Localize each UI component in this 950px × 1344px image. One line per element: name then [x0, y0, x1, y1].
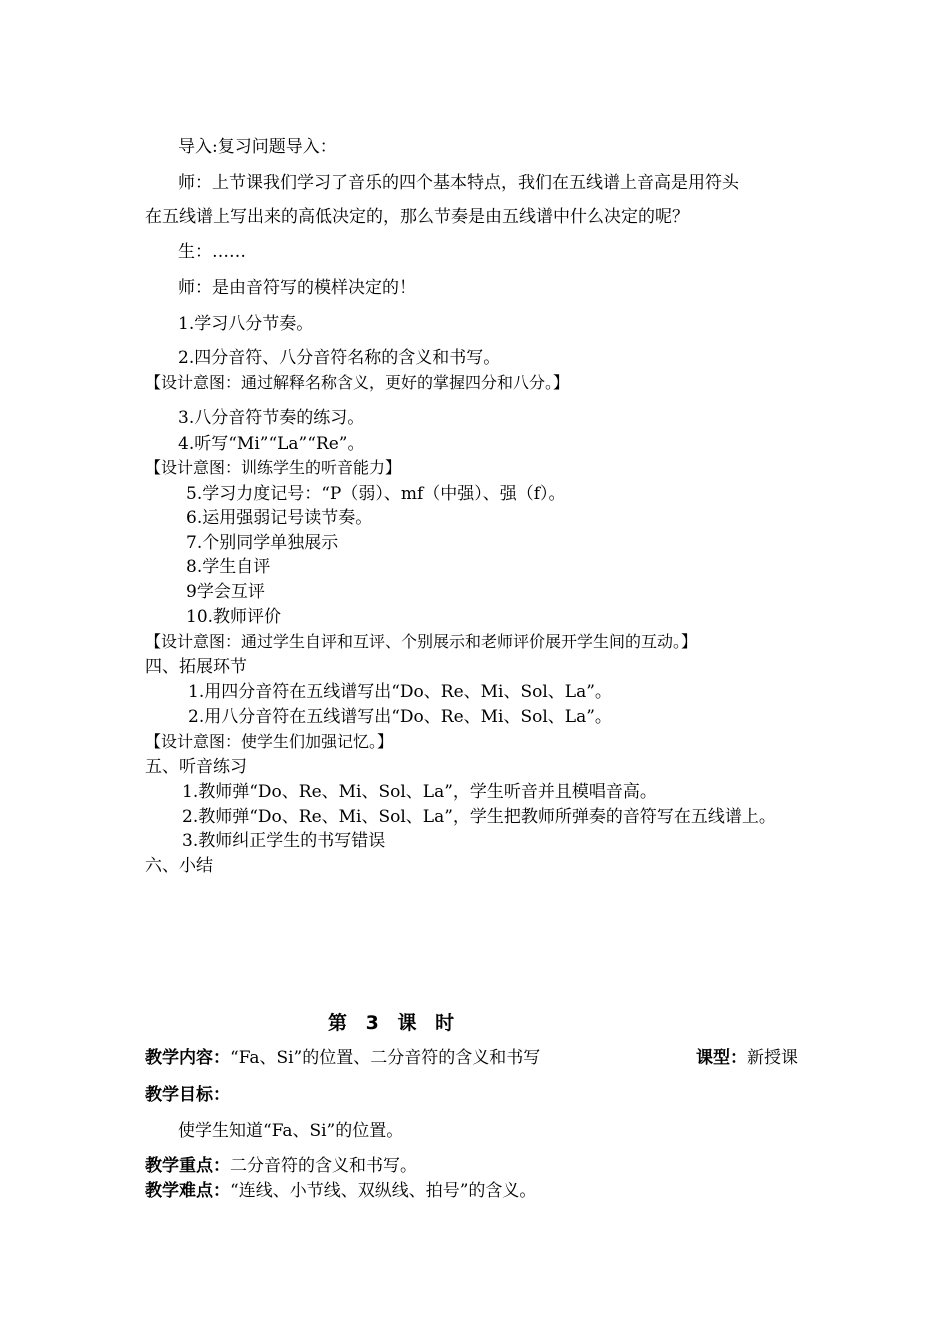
- teacher-question-line-2: 在五线谱上写出来的高低决定的，那么节奏是由五线谱中什么决定的呢？: [145, 207, 689, 227]
- lesson-type-value: 新授课: [747, 1048, 798, 1068]
- teaching-difficulty-label: 教学难点：: [145, 1181, 230, 1201]
- extension-2: 2.用八分音符在五线谱写出“Do、Re、Mi、Sol、La”。: [188, 707, 612, 727]
- teaching-content-label: 教学内容：: [145, 1048, 230, 1068]
- step-2: 2.四分音符、八分音符名称的含义和书写。: [178, 348, 501, 368]
- teaching-content-value: “Fa、Si”的位置、二分音符的含义和书写: [230, 1048, 541, 1068]
- design-intent-4: 【设计意图：使学生们加强记忆。】: [145, 732, 394, 751]
- student-answer-line: 生：……: [178, 242, 246, 262]
- step-4: 4.听写“Mi”“La”“Re”。: [178, 434, 365, 454]
- listening-3: 3.教师纠正学生的书写错误: [182, 831, 386, 851]
- teaching-difficulty-row: [145, 1180, 536, 1202]
- section-4-heading: 四、拓展环节: [145, 657, 247, 677]
- teaching-key-row: [145, 1155, 417, 1177]
- design-intent-2: 【设计意图：训练学生的听音能力】: [145, 458, 402, 477]
- teaching-content-row: [145, 1047, 540, 1069]
- intro-line: 导入:复习问题导入：: [178, 137, 337, 157]
- step-3: 3.八分音符节奏的练习。: [178, 408, 365, 428]
- section-5-heading: 五、听音练习: [145, 757, 247, 777]
- step-10: 10.教师评价: [186, 607, 282, 627]
- design-intent-1: 【设计意图：通过解释名称含义，更好的掌握四分和八分。】: [145, 373, 570, 392]
- teacher-answer-line: 师：是由音符写的模样决定的！: [178, 278, 416, 298]
- step-6: 6.运用强弱记号读节奏。: [186, 508, 373, 528]
- extension-1: 1.用四分音符在五线谱写出“Do、Re、Mi、Sol、La”。: [188, 682, 612, 702]
- lesson-type-label: 课型：: [696, 1048, 747, 1068]
- teacher-question-line-1: 师：上节课我们学习了音乐的四个基本特点，我们在五线谱上音高是用符头: [178, 173, 739, 193]
- teaching-difficulty-value: “连线、小节线、双纵线、拍号”的含义。: [230, 1181, 537, 1201]
- section-6-heading: 六、小结: [145, 856, 213, 876]
- teaching-goal-value: 使学生知道“Fa、Si”的位置。: [178, 1121, 404, 1141]
- step-1: 1.学习八分节奏。: [178, 314, 314, 334]
- lesson-3-title: 第 3 课 时: [328, 1012, 461, 1034]
- listening-1: 1.教师弹“Do、Re、Mi、Sol、La”，学生听音并且模唱音高。: [182, 782, 657, 802]
- teaching-goal-label: 教学目标：: [145, 1085, 230, 1105]
- teaching-key-label: 教学重点：: [145, 1156, 230, 1176]
- teaching-key-value: 二分音符的含义和书写。: [230, 1156, 417, 1176]
- step-7: 7.个别同学单独展示: [186, 533, 339, 553]
- listening-2: 2.教师弹“Do、Re、Mi、Sol、La”，学生把教师所弹奏的音符写在五线谱上。: [182, 807, 776, 827]
- design-intent-3: 【设计意图：通过学生自评和互评、个别展示和老师评价展开学生间的互动。】: [145, 632, 698, 651]
- step-9: 9学会互评: [186, 582, 265, 602]
- lesson-type-row: [696, 1047, 798, 1069]
- step-5: 5.学习力度记号：“P（弱）、mf（中强）、强（f）。: [186, 484, 566, 504]
- step-8: 8.学生自评: [186, 557, 271, 577]
